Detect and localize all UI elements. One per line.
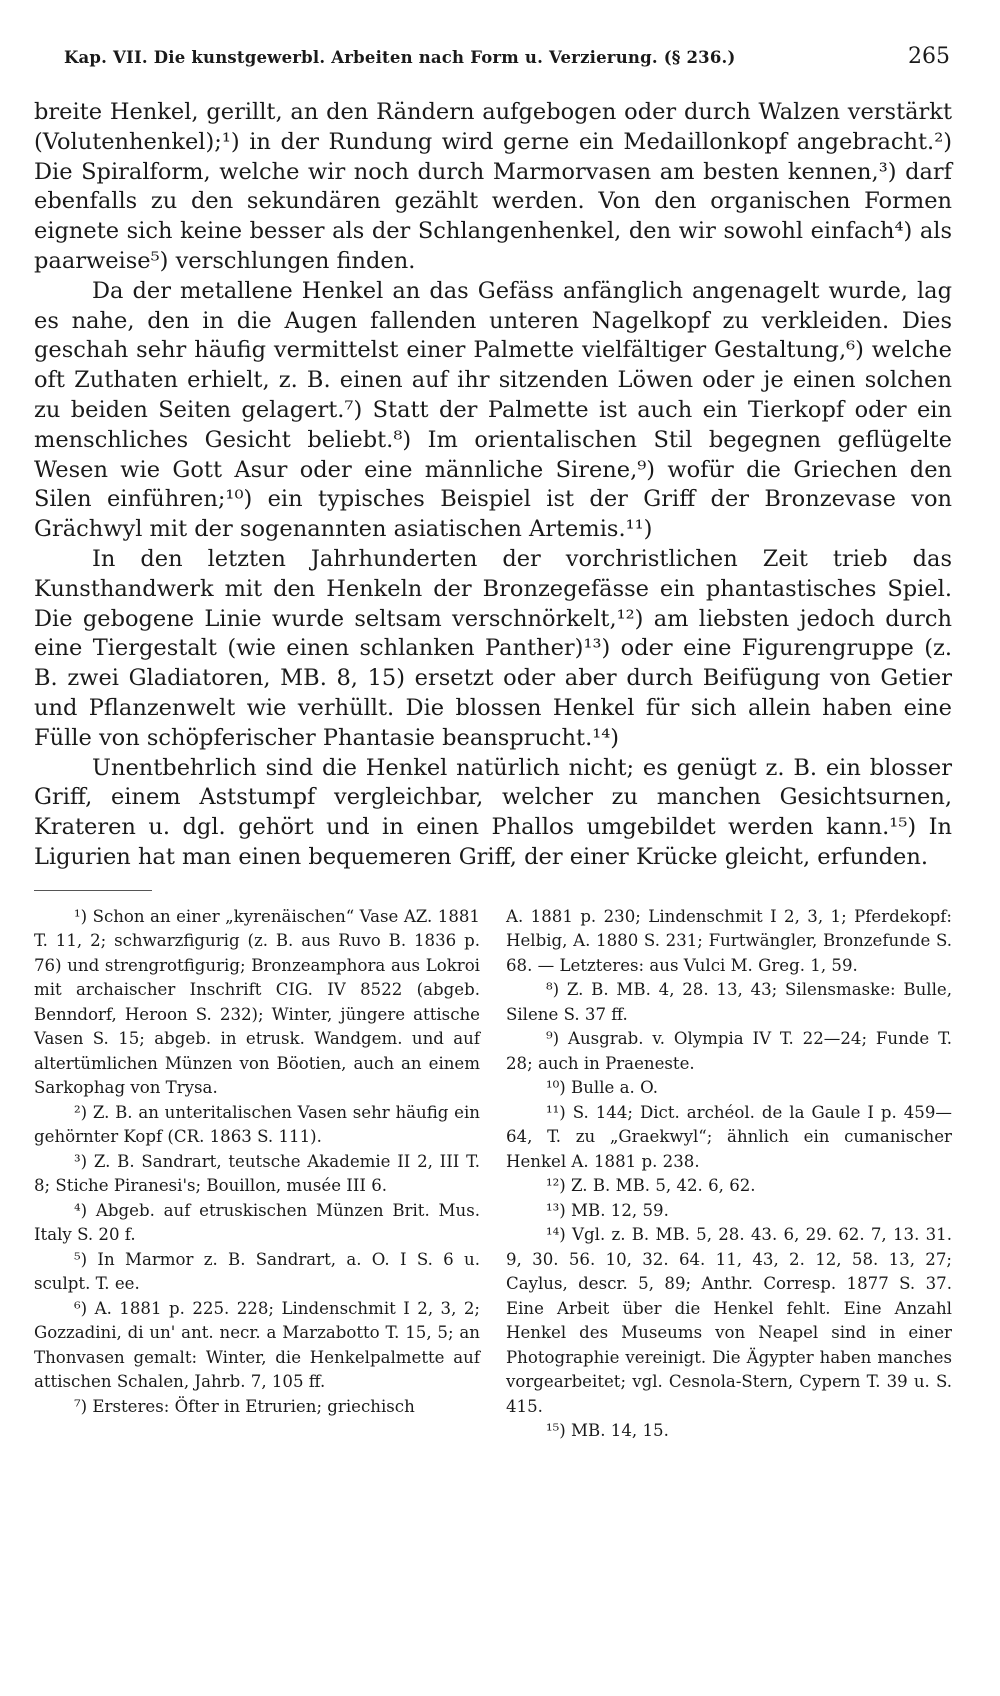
paragraph-2: Da der metallene Henkel an das Gefäss anfänglich angenagelt wurde, lag es nahe, den in die Augen fallenden unteren Nagelkopf zu verkleiden. Dies geschah sehr häufig vermittelst einer Palmette vielfältiger Gestaltung,⁶) welche oft Zuthaten erhielt, z. B. einen auf ihr sitzenden Löwen oder je einen solchen zu beiden Seiten gelagert.⁷) Statt der Palmette ist auch ein Tierkopf oder ein menschliches Gesicht beliebt.⁸) Im orientalischen Stil begegnen geflügelte Wesen wie Gott Asur oder eine männliche Sirene,⁹) wofür die Griechen den Silen einführen;¹⁰) ein typisches Beispiel ist der Griff der Bronzevase von Grächwyl mit der sogenannten asiatischen Artemis.¹¹) <box>34 277 952 543</box>
footnotes-left-column <box>34 905 480 1444</box>
footnotes-right-column <box>506 905 952 1444</box>
footnote-3: ³) Z. B. Sandrart, teutsche Akademie II 2, III T. 8; Stiche Piranesi's; Bouillon, musée III 6. <box>34 1151 480 1196</box>
footnote-11: ¹¹) S. 144; Dict. archéol. de la Gaule I p. 459—64, T. zu „Graekwyl“; ähnlich ein cumanischer Henkel A. 1881 p. 238. <box>506 1102 952 1171</box>
running-title: Kap. VII. Die kunstgewerbl. Arbeiten nach Form u. Verzierung. (§ 236.) <box>64 48 736 67</box>
main-text <box>34 98 952 873</box>
footnote-2: ²) Z. B. an unteritalischen Vasen sehr häufig ein gehörnter Kopf (CR. 1863 S. 111). <box>34 1102 480 1147</box>
footnote-6: ⁶) A. 1881 p. 225. 228; Lindenschmit I 2, 3, 2; Gozzadini, di un' ant. necr. a Marzabotto T. 15, 5; an Thonvasen gemalt: Winter, die Henkelpalmette auf attischen Schalen, Jahrb. 7, 105 ff. <box>34 1298 480 1392</box>
running-header <box>64 44 950 78</box>
footnote-divider <box>34 890 152 891</box>
footnote-5: ⁵) In Marmor z. B. Sandrart, a. O. I S. 6 u. sculpt. T. ee. <box>34 1249 480 1294</box>
paragraph-3: In den letzten Jahrhunderten der vorchristlichen Zeit trieb das Kunsthandwerk mit den Henkeln der Bronzegefässe ein phantastisches Spiel. Die gebogene Linie wurde seltsam verschnörkelt,¹²) am liebsten jedoch durch eine Tiergestalt (wie einen schlanken Panther)¹³) oder eine Figurengruppe (z. B. zwei Gladiatoren, MB. 8, 15) ersetzt oder aber durch Beifügung von Getier und Pflanzenwelt wie verhüllt. Die blossen Henkel für sich allein haben eine Fülle von schöpferischer Phantasie beansprucht.¹⁴) <box>34 545 952 751</box>
footnote-14: ¹⁴) Vgl. z. B. MB. 5, 28. 43. 6, 29. 62. 7, 13. 31. 9, 30. 56. 10, 32. 64. 11, 43, 2. 12, 58. 13, 27; Caylus, descr. 5, 89; Anthr. Corresp. 1877 S. 37. Eine Arbeit über die Henkel fehlt. Eine Anzahl Henkel des Museums von Neapel sind in einer Photographie vereinigt. Die Ägypter haben manches vorgearbeitet; vgl. Cesnola-Stern, Cypern T. 39 u. S. 415. <box>506 1225 952 1416</box>
footnote-7: ⁷) Ersteres: Öfter in Etrurien; griechisch <box>74 1396 415 1416</box>
footnote-7-continued: A. 1881 p. 230; Lindenschmit I 2, 3, 1; Pferdekopf: Helbig, A. 1880 S. 231; Furtwängler, Bronzefunde S. 68. — Letzteres: aus Vulci M. Greg. 1, 59. <box>506 906 952 975</box>
footnote-9: ⁹) Ausgrab. v. Olympia IV T. 22—24; Funde T. 28; auch in Praeneste. <box>506 1029 952 1073</box>
page-number: 265 <box>908 44 950 69</box>
paragraph-4: Unentbehrlich sind die Henkel natürlich nicht; es genügt z. B. ein blosser Griff, einem Aststumpf vergleichbar, welcher zu manchen Gesichtsurnen, Krateren u. dgl. gehört und in einen Phallos umgebildet werden kann.¹⁵) In Ligurien hat man einen bequemeren Griff, der einer Krücke gleicht, erfunden. <box>34 754 952 870</box>
footnote-15: ¹⁵) MB. 14, 15. <box>546 1421 669 1441</box>
footnote-10: ¹⁰) Bulle a. O. <box>546 1078 658 1098</box>
footnotes <box>34 905 952 1444</box>
footnote-4: ⁴) Abgeb. auf etruskischen Münzen Brit. Mus. Italy S. 20 f. <box>34 1200 480 1245</box>
paragraph-1: breite Henkel, gerillt, an den Rändern aufgebogen oder durch Walzen verstärkt (Volutenhenkel);¹) in der Rundung wird gerne ein Medaillonkopf angebracht.²) Die Spiralform, welche wir noch durch Marmorvasen am besten kennen,³) darf ebenfalls zu den sekundären gezählt werden. Von den organischen Formen eignete sich keine besser als der Schlangenhenkel, den wir sowohl einfach⁴) als paarweise⁵) verschlungen finden. <box>34 99 952 274</box>
footnote-1: ¹) Schon an einer „kyrenäischen“ Vase AZ. 1881 T. 11, 2; schwarzfigurig (z. B. aus Ruvo B. 1836 p. 76) und strengrotfigurig; Bronzeamphora aus Lokroi mit archaischer Inschrift CIG. IV 8522 (abgeb. Benndorf, Heroon S. 232); Winter, jüngere attische Vasen S. 15; abgeb. in etrusk. Wandgem. und auf altertümlichen Münzen von Böotien, auch an einem Sarkophag von Trysa. <box>34 906 480 1098</box>
book-page <box>34 44 952 1664</box>
footnote-13: ¹³) MB. 12, 59. <box>546 1200 669 1220</box>
footnote-12: ¹²) Z. B. MB. 5, 42. 6, 62. <box>546 1176 756 1196</box>
footnote-8: ⁸) Z. B. MB. 4, 28. 13, 43; Silensmaske: Bulle, Silene S. 37 ff. <box>506 980 952 1024</box>
